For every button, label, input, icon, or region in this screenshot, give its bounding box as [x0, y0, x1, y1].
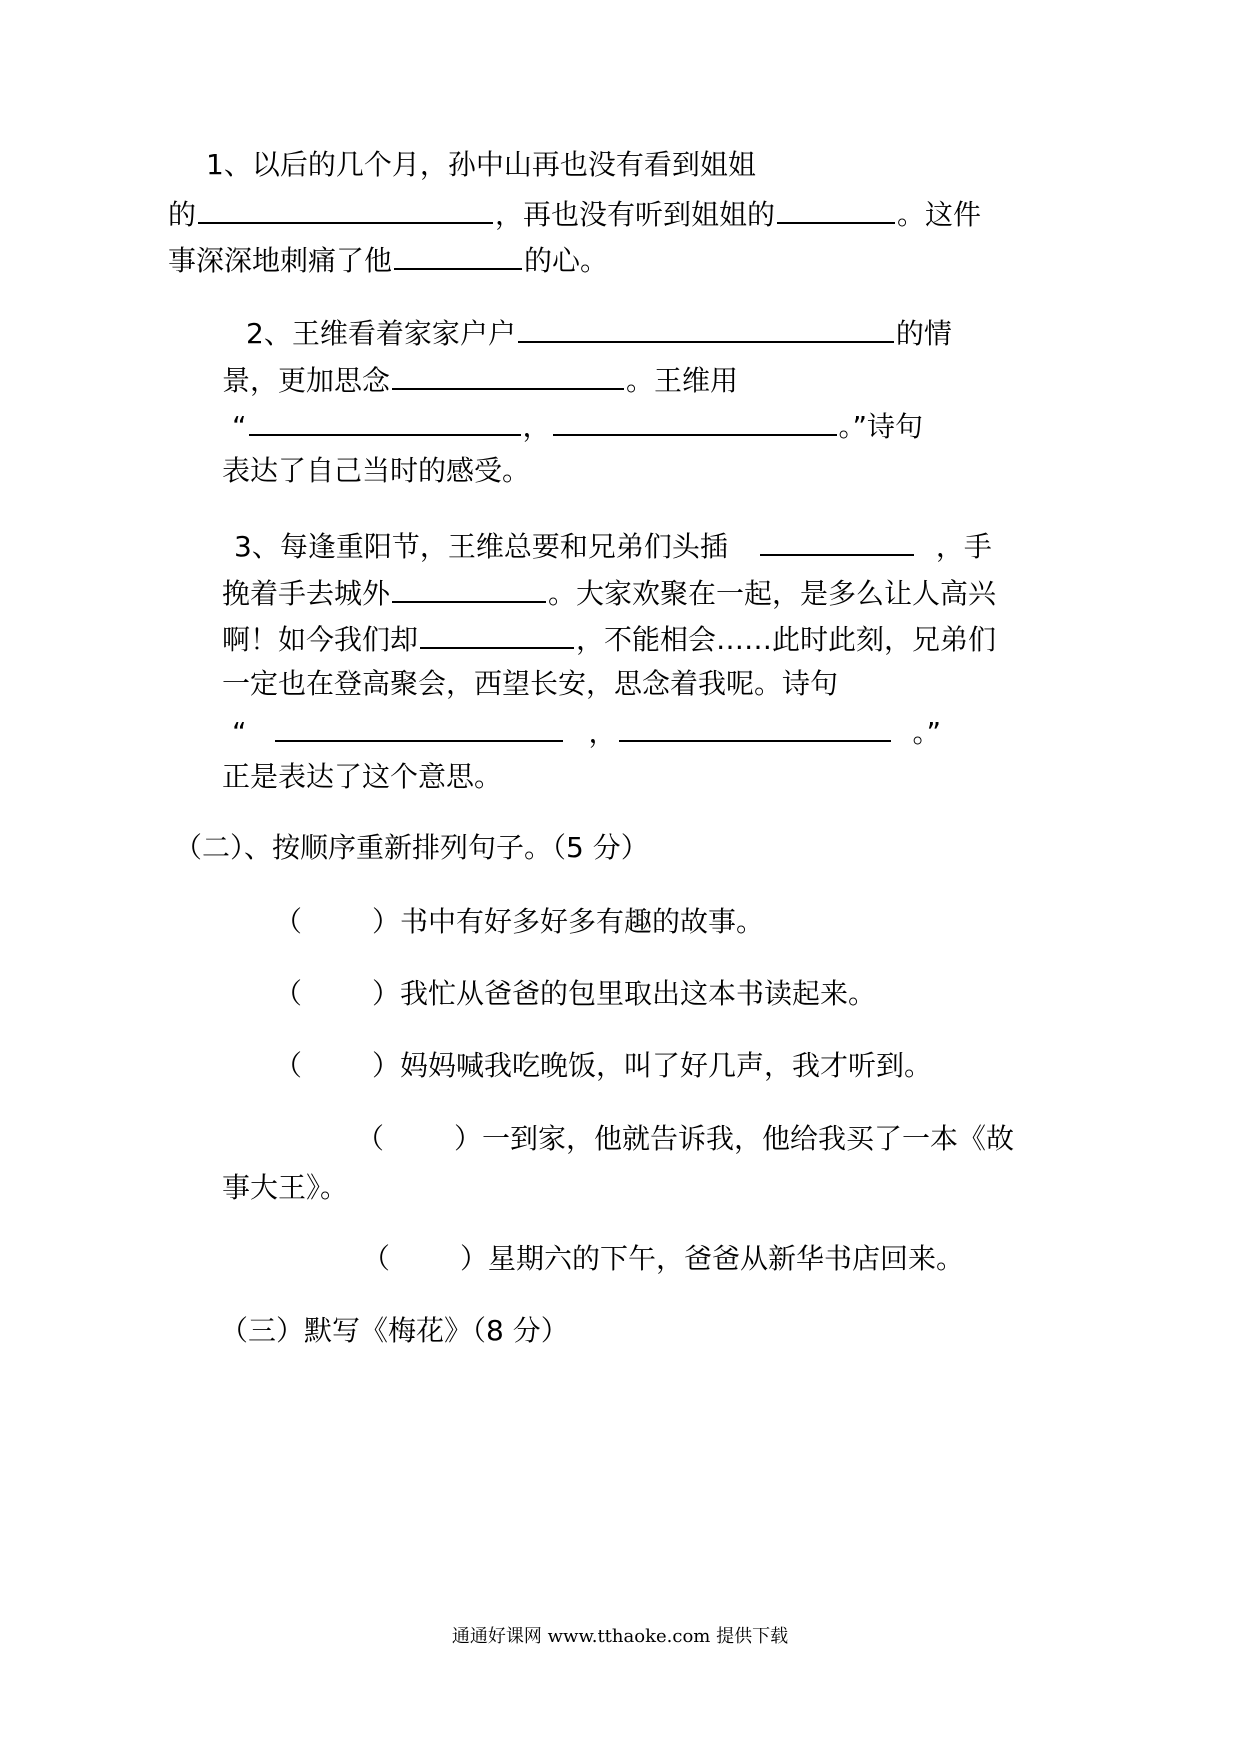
q2-blank-1[interactable] [518, 313, 894, 343]
q2-line-3: “ ， 。”诗句 [232, 406, 923, 445]
q3-line-3: 啊！如今我们却 ，不能相会……此时此刻，兄弟们 [222, 619, 996, 658]
footer-text: 通通好课网 www.tthaoke.com 提供下载 [451, 1626, 789, 1647]
q1-line-3: 事深深地刺痛了他 的心。 [168, 240, 608, 279]
section2-item-4-cont: 事大王》。 [222, 1171, 349, 1204]
section2-item-1: （ ）书中有好多好多有趣的故事。 [274, 905, 765, 938]
q2-line-2: 景，更加思念 。王维用 [222, 360, 738, 399]
q3-blank-1[interactable] [760, 526, 914, 556]
q3-line-6: 正是表达了这个意思。 [222, 760, 503, 793]
q2-line-4: 表达了自己当时的感受。 [222, 454, 531, 487]
q1-blank-1[interactable] [198, 194, 493, 224]
q1-blank-3[interactable] [394, 240, 522, 270]
q2-blank-4[interactable] [553, 406, 837, 436]
section2-item-2: （ ）我忙从爸爸的包里取出这本书读起来。 [274, 977, 877, 1010]
section2-title: （二）、按顺序重新排列句子。（5 分） [174, 831, 649, 864]
q2-blank-2[interactable] [392, 360, 624, 390]
q2-line-1: 2、王维看着家家户户 的情 [246, 313, 952, 352]
q3-blank-4[interactable] [275, 712, 563, 742]
q3-line-5: “ ， 。” [232, 712, 941, 751]
q3-blank-5[interactable] [619, 712, 891, 742]
section2-item-3: （ ）妈妈喊我吃晚饭，叫了好几声，我才听到。 [274, 1049, 933, 1082]
q3-line-2: 挽着手去城外 。大家欢聚在一起，是多么让人高兴 [222, 573, 996, 612]
q3-line-4: 一定也在登高聚会，西望长安，思念着我呢。诗句 [222, 667, 839, 700]
q3-line-1: 3、每逢重阳节，王维总要和兄弟们头插 ，手 [234, 526, 992, 565]
q1-blank-2[interactable] [777, 194, 895, 224]
section2-item-4: （ ）一到家，他就告诉我，他给我买了一本《故 [356, 1122, 1015, 1155]
q3-blank-2[interactable] [392, 573, 546, 603]
section2-item-5: （ ）星期六的下午，爸爸从新华书店回来。 [362, 1242, 965, 1275]
q1-line-2: 的 ，再也没有听到姐姐的 。这件 [168, 194, 981, 233]
q1-line-1: 1、以后的几个月，孙中山再也没有看到姐姐 [206, 148, 756, 181]
section3-title: （三）默写《梅花》（8 分） [220, 1314, 569, 1347]
q2-blank-3[interactable] [249, 406, 521, 436]
q3-blank-3[interactable] [420, 619, 574, 649]
